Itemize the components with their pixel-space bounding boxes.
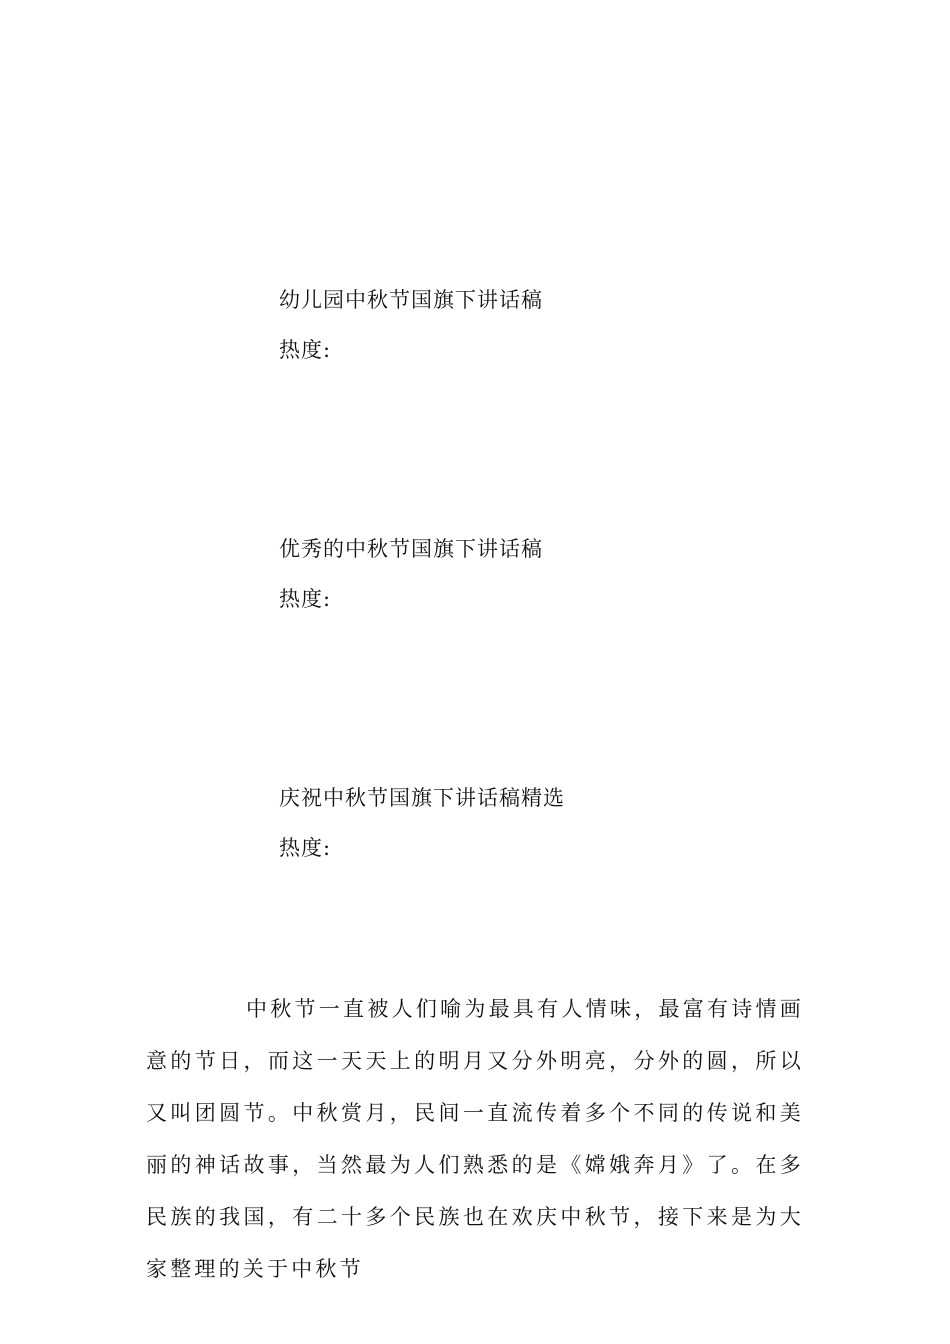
body-paragraph: 中秋节一直被人们喻为最具有人情味，最富有诗情画意的节日，而这一天天上的明月又分外明亮，分外的圆，所以又叫团圆节。中秋赏月，民间一直流传着多个不同的传说和美丽的神话故事，当然最为人们熟悉的是《嫦娥奔月》了。在多民族的我国，有二十多个民族也在欢庆中秋节，接下来是为大家整理的关于中秋节	[146, 997, 804, 1281]
entry-heat-label-3: 热度:	[279, 836, 332, 860]
entry-title-3: 庆祝中秋节国旗下讲话稿精选	[279, 786, 565, 810]
entry-heat-label-2: 热度:	[279, 587, 332, 611]
entry-heat-label-1: 热度:	[279, 338, 332, 362]
entry-title-2: 优秀的中秋节国旗下讲话稿	[279, 537, 543, 561]
entry-title-1: 幼儿园中秋节国旗下讲话稿	[279, 288, 543, 312]
